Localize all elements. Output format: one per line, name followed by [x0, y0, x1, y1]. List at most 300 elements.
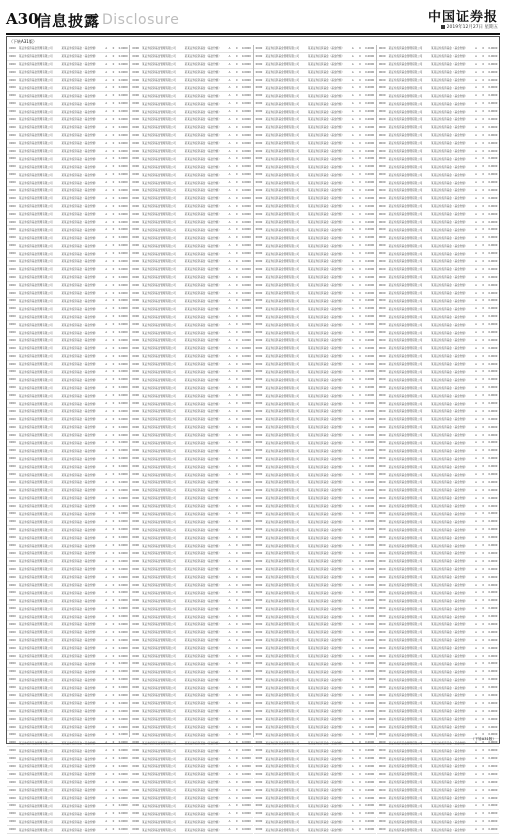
table-cell-v2: 0	[359, 544, 361, 548]
table-cell-v1: A	[105, 354, 108, 358]
table-cell-v3: 0.0000	[488, 149, 498, 153]
table-cell-v2: 0	[112, 488, 115, 492]
table-cell-name: 某证券投资基金管理有限公司	[388, 544, 423, 548]
table-cell-v2: 0	[112, 283, 115, 287]
table-cell-v1: A	[228, 796, 231, 800]
table-cell-v2: 0	[235, 181, 238, 185]
table-cell-v2: 0	[482, 141, 485, 145]
table-cell-name: 某证券投资基金管理有限公司	[18, 126, 53, 130]
table-cell-v3: 0.0000	[488, 575, 498, 579]
table-cell-v3: 0.0000	[488, 457, 498, 461]
table-cell-v1: A	[105, 757, 108, 761]
table-cell-name: 某证券投资基金管理有限公司	[18, 765, 53, 769]
table-cell-v1: A	[475, 567, 477, 571]
table-cell-v1: A	[228, 559, 231, 563]
table-cell-v1: A	[228, 386, 231, 390]
table-cell-desc: 某某证券投资基金（基金份额）	[184, 797, 221, 801]
table-cell-desc: 某某证券投资基金（基金份额）	[61, 457, 98, 461]
table-cell-id: 0000	[255, 804, 263, 808]
table-row	[7, 140, 129, 148]
table-row	[130, 250, 252, 258]
table-row	[7, 187, 129, 195]
table-cell-v2: 0	[235, 441, 238, 445]
table-cell-v2: 0	[482, 362, 485, 366]
table-cell-name: 某证券投资基金管理有限公司	[18, 189, 53, 193]
table-cell-v3: 0.0000	[118, 307, 128, 311]
table-cell-name: 某证券投资基金管理有限公司	[142, 757, 176, 761]
table-cell-name: 某证券投资基金管理有限公司	[18, 481, 53, 485]
table-cell-desc: 某某证券投资基金（基金份额）	[431, 339, 468, 343]
table-cell-v2: 0	[359, 220, 361, 224]
table-cell-v2: 0	[112, 291, 115, 295]
table-cell-desc: 某某证券投资基金（基金份额）	[307, 505, 345, 509]
table-cell-id: 0000	[132, 512, 139, 516]
table-cell-v1: A	[351, 701, 354, 705]
table-cell-name: 某证券投资基金管理有限公司	[265, 165, 300, 169]
table-row	[7, 424, 129, 432]
table-cell-name: 某证券投资基金管理有限公司	[388, 276, 423, 280]
table-cell-desc: 某某证券投资基金（基金份额）	[184, 173, 221, 177]
table-cell-name: 某证券投资基金管理有限公司	[265, 797, 300, 801]
table-cell-name: 某证券投资基金管理有限公司	[388, 631, 423, 635]
table-cell-id: 0000	[9, 259, 16, 263]
table-cell-v1: A	[105, 441, 108, 445]
table-cell-v1: A	[105, 267, 108, 271]
table-cell-id: 0000	[378, 717, 386, 721]
table-cell-desc: 某某证券投资基金（基金份额）	[184, 789, 221, 793]
table-cell-v1: A	[228, 283, 231, 287]
table-cell-name: 某证券投资基金管理有限公司	[18, 718, 53, 722]
table-cell-id: 0000	[255, 488, 263, 492]
table-cell-v3: 0.0000	[488, 220, 498, 224]
table-row	[130, 676, 252, 684]
table-cell-name: 某证券投资基金管理有限公司	[18, 520, 53, 524]
table-cell-name: 某证券投资基金管理有限公司	[142, 339, 176, 343]
table-cell-id: 0000	[132, 575, 139, 579]
table-row	[254, 605, 376, 613]
table-cell-id: 0000	[132, 259, 139, 263]
table-cell-name: 某证券投资基金管理有限公司	[142, 173, 176, 177]
table-cell-id: 0000	[378, 630, 386, 634]
table-cell-id: 0000	[132, 409, 139, 413]
table-cell-name: 某证券投资基金管理有限公司	[18, 828, 53, 832]
table-cell-id: 0000	[132, 622, 139, 626]
table-cell-v2: 0	[112, 244, 115, 248]
table-cell-name: 某证券投资基金管理有限公司	[18, 284, 53, 288]
table-cell-name: 某证券投资基金管理有限公司	[265, 473, 300, 477]
table-cell-v3: 0.0000	[365, 125, 375, 129]
table-cell-v1: A	[228, 94, 231, 98]
table-cell-name: 某证券投资基金管理有限公司	[265, 228, 300, 232]
table-cell-v1: A	[228, 662, 231, 666]
table-cell-id: 0000	[9, 70, 16, 74]
table-row	[254, 550, 376, 558]
table-cell-v1: A	[228, 46, 231, 50]
table-cell-desc: 某某证券投资基金（基金份额）	[184, 828, 221, 832]
table-row	[377, 455, 499, 463]
table-cell-v1: A	[351, 630, 354, 634]
table-cell-v3: 0.0000	[118, 157, 128, 161]
table-cell-v1: A	[228, 220, 231, 224]
table-cell-id: 0000	[9, 46, 16, 50]
table-row	[254, 637, 376, 645]
table-cell-v2: 0	[482, 488, 485, 492]
table-cell-id: 0000	[255, 338, 263, 342]
table-cell-v1: A	[475, 125, 477, 129]
table-cell-name: 某证券投资基金管理有限公司	[18, 465, 53, 469]
table-cell-v1: A	[475, 70, 477, 74]
table-cell-desc: 某某证券投资基金（基金份额）	[307, 402, 345, 406]
table-cell-v3: 0.0000	[365, 117, 375, 121]
table-row	[7, 45, 129, 53]
table-cell-v1: A	[105, 630, 108, 634]
table-cell-id: 0000	[132, 733, 139, 737]
table-cell-v1: A	[228, 457, 231, 461]
table-cell-id: 0000	[255, 473, 263, 477]
table-row	[254, 384, 376, 392]
table-cell-id: 0000	[378, 157, 386, 161]
table-cell-desc: 某某证券投资基金（基金份额）	[307, 410, 345, 414]
table-cell-v1: A	[475, 701, 477, 705]
table-cell-name: 某证券投资基金管理有限公司	[142, 150, 176, 154]
table-cell-desc: 某某证券投资基金（基金份额）	[307, 418, 345, 422]
table-cell-desc: 某某证券投资基金（基金份额）	[61, 820, 98, 824]
table-cell-desc: 某某证券投资基金（基金份额）	[307, 457, 345, 461]
table-cell-v2: 0	[235, 701, 238, 705]
table-cell-v3: 0.0000	[488, 331, 498, 334]
table-cell-id: 0000	[132, 788, 139, 792]
table-row	[130, 487, 252, 495]
table-cell-v3: 0.0000	[365, 441, 375, 445]
table-row	[7, 455, 129, 463]
table-cell-desc: 某某证券投资基金（基金份额）	[431, 47, 468, 51]
table-row	[130, 629, 252, 637]
table-cell-id: 0000	[9, 425, 16, 429]
table-cell-name: 某证券投资基金管理有限公司	[265, 307, 300, 311]
table-cell-id: 0000	[9, 520, 16, 524]
table-cell-desc: 某某证券投资基金（基金份额）	[61, 228, 98, 232]
table-cell-desc: 某某证券投资基金（基金份额）	[61, 465, 98, 469]
table-cell-name: 某证券投资基金管理有限公司	[142, 536, 176, 540]
table-row	[7, 77, 129, 85]
table-cell-name: 某证券投资基金管理有限公司	[18, 181, 53, 185]
table-cell-desc: 某某证券投资基金（基金份额）	[61, 828, 98, 832]
table-cell-id: 0000	[132, 220, 139, 224]
table-cell-v1: A	[105, 323, 108, 327]
table-cell-id: 0000	[9, 583, 16, 587]
table-cell-v1: A	[351, 622, 354, 626]
table-cell-v2: 0	[235, 204, 238, 208]
table-cell-v1: A	[105, 149, 108, 153]
table-cell-name: 某证券投资基金管理有限公司	[142, 213, 176, 217]
table-cell-v2: 0	[482, 441, 485, 445]
table-cell-v3: 0.0000	[488, 54, 498, 58]
table-cell-id: 0000	[132, 749, 139, 753]
table-cell-v3: 0.0000	[241, 141, 251, 145]
table-cell-v1: A	[228, 764, 231, 768]
table-row	[130, 511, 252, 519]
table-cell-v3: 0.0000	[241, 473, 251, 477]
table-cell-name: 某证券投资基金管理有限公司	[18, 370, 53, 374]
table-cell-v2: 0	[112, 267, 115, 271]
table-cell-name: 某证券投资基金管理有限公司	[18, 434, 53, 438]
table-cell-v2: 0	[235, 259, 238, 263]
table-cell-v2: 0	[482, 275, 485, 279]
table-row	[377, 195, 499, 203]
table-cell-name: 某证券投资基金管理有限公司	[142, 299, 176, 303]
table-cell-desc: 某某证券投资基金（基金份额）	[307, 71, 345, 75]
table-cell-name: 某证券投资基金管理有限公司	[265, 102, 300, 106]
table-cell-name: 某证券投资基金管理有限公司	[142, 797, 176, 801]
table-cell-id: 0000	[255, 630, 263, 634]
table-cell-desc: 某某证券投资基金（基金份额）	[184, 465, 221, 469]
table-cell-v3: 0.0000	[118, 764, 128, 768]
table-cell-v3: 0.0000	[118, 181, 128, 185]
table-cell-v3: 0.0000	[241, 757, 251, 761]
table-cell-v3: 0.0000	[241, 693, 251, 697]
table-row	[254, 369, 376, 377]
table-cell-desc: 某某证券投资基金（基金份额）	[61, 94, 98, 98]
table-cell-v1: A	[351, 228, 354, 232]
table-cell-desc: 某某证券投资基金（基金份额）	[307, 678, 345, 682]
table-cell-v3: 0.0000	[241, 346, 251, 350]
table-row	[7, 511, 129, 519]
table-row	[130, 116, 252, 124]
table-cell-v2: 0	[482, 425, 485, 429]
table-cell-v1: A	[105, 173, 108, 177]
table-cell-v2: 0	[235, 149, 238, 153]
table-cell-v2: 0	[359, 417, 361, 421]
table-cell-v2: 0	[359, 520, 361, 524]
table-cell-v3: 0.0000	[241, 54, 251, 58]
table-cell-v1: A	[475, 630, 477, 634]
table-cell-v3: 0.0000	[241, 457, 251, 461]
table-cell-name: 某证券投资基金管理有限公司	[265, 378, 300, 382]
table-cell-name: 某证券投资基金管理有限公司	[142, 228, 176, 232]
table-cell-desc: 某某证券投资基金（基金份额）	[431, 670, 468, 674]
table-cell-v2: 0	[112, 86, 115, 90]
table-cell-id: 0000	[9, 252, 16, 256]
table-cell-name: 某证券投资基金管理有限公司	[142, 820, 176, 824]
table-cell-desc: 某某证券投资基金（基金份额）	[431, 733, 468, 737]
table-cell-v2: 0	[482, 559, 485, 563]
table-cell-v3: 0.0000	[241, 212, 251, 216]
table-cell-v2: 0	[482, 812, 485, 816]
table-cell-v1: A	[105, 820, 108, 824]
table-cell-v1: A	[228, 125, 231, 129]
table-cell-v1: A	[228, 583, 231, 587]
table-row	[377, 424, 499, 432]
table-cell-v1: A	[351, 259, 354, 263]
table-row	[377, 282, 499, 290]
table-cell-id: 0000	[255, 291, 263, 295]
table-cell-v2: 0	[235, 575, 238, 579]
table-row	[254, 747, 376, 755]
table-cell-v3: 0.0000	[241, 544, 251, 548]
table-cell-id: 0000	[378, 780, 386, 784]
table-cell-id: 0000	[378, 670, 386, 674]
table-cell-v1: A	[475, 607, 477, 611]
table-cell-v1: A	[105, 615, 108, 619]
table-cell-v3: 0.0000	[365, 488, 375, 492]
table-cell-v1: A	[105, 307, 108, 311]
table-cell-name: 某证券投资基金管理有限公司	[388, 733, 423, 737]
table-cell-name: 某证券投资基金管理有限公司	[142, 157, 176, 161]
table-cell-id: 0000	[378, 299, 386, 303]
table-cell-v1: A	[475, 488, 477, 492]
table-cell-v1: A	[228, 141, 231, 145]
table-cell-desc: 某某证券投资基金（基金份额）	[184, 370, 221, 374]
table-cell-id: 0000	[9, 473, 16, 477]
table-cell-name: 某证券投资基金管理有限公司	[265, 662, 300, 666]
table-cell-desc: 某某证券投资基金（基金份额）	[61, 79, 98, 82]
table-cell-desc: 某某证券投资基金（基金份额）	[184, 134, 221, 138]
table-cell-v2: 0	[235, 457, 238, 461]
table-cell-desc: 某某证券投资基金（基金份额）	[184, 765, 221, 769]
table-cell-desc: 某某证券投资基金（基金份额）	[184, 457, 221, 461]
table-row	[377, 313, 499, 321]
table-cell-v1: A	[475, 117, 477, 121]
table-cell-v1: A	[228, 465, 231, 469]
table-cell-v2: 0	[235, 275, 238, 279]
table-cell-v2: 0	[359, 741, 361, 745]
table-cell-v3: 0.0000	[365, 102, 375, 106]
table-cell-v3: 0.0000	[488, 417, 498, 421]
table-cell-v3: 0.0000	[241, 204, 251, 208]
table-cell-v3: 0.0000	[365, 78, 375, 82]
table-cell-id: 0000	[255, 646, 263, 650]
table-cell-v2: 0	[359, 386, 361, 390]
table-cell-desc: 某某证券投资基金（基金份额）	[184, 591, 221, 595]
table-cell-v2: 0	[482, 749, 485, 753]
table-cell-v3: 0.0000	[241, 354, 251, 358]
table-cell-name: 某证券投资基金管理有限公司	[265, 55, 300, 59]
table-cell-desc: 某某证券投资基金（基金份额）	[431, 157, 468, 161]
table-cell-v1: A	[105, 449, 108, 453]
table-cell-name: 某证券投资基金管理有限公司	[388, 434, 423, 438]
table-cell-v2: 0	[112, 725, 115, 729]
table-cell-v1: A	[351, 196, 354, 200]
table-cell-v1: A	[475, 654, 477, 658]
table-cell-id: 0000	[255, 409, 263, 413]
table-cell-v1: A	[105, 583, 108, 587]
table-cell-id: 0000	[9, 331, 16, 334]
table-cell-name: 某证券投资基金管理有限公司	[18, 426, 53, 430]
table-cell-name: 某证券投资基金管理有限公司	[18, 662, 53, 666]
table-cell-name: 某证券投资基金管理有限公司	[265, 434, 300, 438]
table-cell-id: 0000	[255, 133, 263, 137]
table-cell-v2: 0	[112, 536, 115, 540]
table-cell-v3: 0.0000	[241, 528, 251, 532]
table-cell-v2: 0	[359, 575, 361, 579]
table-cell-v2: 0	[112, 62, 115, 66]
table-cell-v3: 0.0000	[241, 725, 251, 729]
table-cell-name: 某证券投资基金管理有限公司	[18, 812, 53, 816]
table-row	[254, 676, 376, 684]
table-cell-id: 0000	[132, 607, 139, 611]
table-cell-v1: A	[351, 149, 354, 153]
table-cell-desc: 某某证券投资基金（基金份额）	[61, 434, 98, 438]
table-cell-id: 0000	[255, 417, 263, 421]
table-cell-desc: 某某证券投资基金（基金份额）	[431, 63, 468, 67]
table-row	[377, 724, 499, 732]
table-cell-name: 某证券投资基金管理有限公司	[18, 797, 53, 801]
table-cell-desc: 某某证券投资基金（基金份额）	[431, 189, 468, 193]
table-cell-v1: A	[105, 283, 108, 287]
table-cell-v2: 0	[235, 780, 238, 784]
table-cell-name: 某证券投资基金管理有限公司	[18, 378, 53, 382]
table-cell-name: 某证券投资基金管理有限公司	[18, 394, 53, 398]
table-cell-v3: 0.0000	[241, 551, 251, 555]
table-cell-name: 某证券投资基金管理有限公司	[142, 181, 176, 185]
table-cell-id: 0000	[255, 520, 263, 524]
table-cell-v3: 0.0000	[241, 394, 251, 398]
table-cell-name: 某证券投资基金管理有限公司	[388, 607, 423, 611]
table-row	[7, 219, 129, 227]
table-row	[130, 432, 252, 440]
table-cell-name: 某证券投资基金管理有限公司	[18, 584, 53, 587]
table-cell-desc: 某某证券投资基金（基金份额）	[307, 244, 345, 248]
table-cell-desc: 某某证券投资基金（基金份额）	[184, 86, 221, 90]
table-cell-id: 0000	[9, 78, 16, 82]
table-cell-v1: A	[105, 733, 108, 737]
table-cell-v3: 0.0000	[365, 615, 375, 619]
table-cell-v1: A	[351, 125, 354, 129]
table-row	[7, 163, 129, 171]
table-cell-name: 某证券投资基金管理有限公司	[265, 576, 300, 580]
table-cell-id: 0000	[378, 307, 386, 311]
table-cell-v1: A	[351, 551, 354, 555]
table-cell-v1: A	[228, 331, 231, 334]
table-cell-desc: 某某证券投资基金（基金份额）	[431, 639, 468, 643]
table-row	[254, 234, 376, 242]
table-row	[377, 305, 499, 313]
table-cell-id: 0000	[255, 141, 263, 145]
table-cell-v2: 0	[359, 370, 361, 374]
table-cell-id: 0000	[378, 110, 386, 114]
table-cell-v2: 0	[482, 409, 485, 413]
table-cell-name: 某证券投资基金管理有限公司	[18, 173, 53, 177]
table-cell-desc: 某某证券投资基金（基金份额）	[61, 702, 98, 706]
table-cell-name: 某证券投资基金管理有限公司	[18, 647, 53, 651]
table-row	[377, 61, 499, 69]
table-cell-id: 0000	[378, 473, 386, 477]
table-cell-v1: A	[475, 370, 477, 374]
table-cell-id: 0000	[378, 638, 386, 642]
table-cell-v1: A	[228, 544, 231, 548]
table-row	[254, 668, 376, 676]
table-row	[254, 542, 376, 550]
table-cell-id: 0000	[9, 283, 16, 287]
table-row	[7, 471, 129, 479]
table-cell-desc: 某某证券投资基金（基金份额）	[307, 497, 345, 501]
table-cell-name: 某证券投资基金管理有限公司	[388, 244, 423, 248]
table-row	[130, 298, 252, 306]
table-cell-id: 0000	[9, 173, 16, 177]
table-cell-v2: 0	[359, 654, 361, 658]
table-cell-desc: 某某证券投资基金（基金份额）	[307, 55, 345, 59]
table-row	[254, 250, 376, 258]
table-cell-v1: A	[228, 133, 231, 137]
table-cell-desc: 某某证券投资基金（基金份额）	[61, 173, 98, 177]
table-cell-v3: 0.0000	[241, 102, 251, 106]
table-row	[377, 771, 499, 779]
table-cell-id: 0000	[9, 157, 16, 161]
table-cell-v2: 0	[482, 796, 485, 800]
table-cell-v2: 0	[235, 496, 238, 500]
table-cell-desc: 某某证券投资基金（基金份额）	[307, 292, 345, 296]
table-cell-v1: A	[351, 441, 354, 445]
